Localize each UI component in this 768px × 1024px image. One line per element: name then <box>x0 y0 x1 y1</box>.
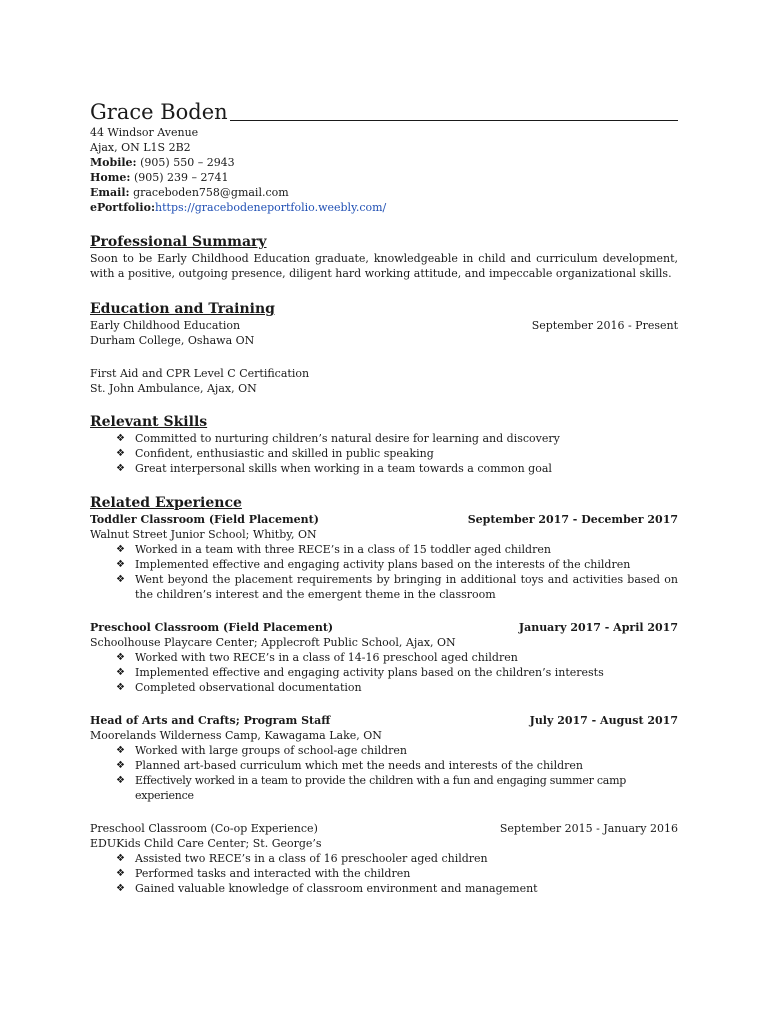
diamond-bullet-icon: ❖ <box>116 559 125 570</box>
mobile-line <box>90 155 678 170</box>
education-program: First Aid and CPR Level C Certification <box>90 367 310 380</box>
address-line-1: 44 Windsor Avenue <box>90 126 199 139</box>
education-date: September 2016 - Present <box>531 319 678 332</box>
education-entry <box>90 366 678 396</box>
diamond-bullet-icon: ❖ <box>116 682 125 693</box>
mobile-label: Mobile: <box>90 156 137 169</box>
name-underline <box>230 120 678 121</box>
list-item: ❖ Worked in a team with three RECE’s in a class of 15 toddler aged children <box>116 543 551 556</box>
job-date: July 2017 - August 2017 <box>529 714 678 727</box>
diamond-bullet-icon: ❖ <box>116 775 125 786</box>
education-section <box>90 301 678 396</box>
summary-text: Soon to be Early Childhood Education graduate, knowledgeable in child and curriculum development, with a positive, outgoing presence, diligent hard working attitude, and impeccable organizational skills. <box>90 252 678 280</box>
job-bullets <box>90 743 678 803</box>
resume-page <box>90 96 678 896</box>
address-line-2: Ajax, ON L1S 2B2 <box>90 141 191 154</box>
summary-section <box>90 234 678 281</box>
job-bullets <box>90 542 678 602</box>
diamond-bullet-icon: ❖ <box>116 448 125 459</box>
job-role: Preschool Classroom (Co-op Experience) <box>90 822 318 835</box>
diamond-bullet-icon: ❖ <box>116 463 125 474</box>
skills-list <box>90 431 678 476</box>
list-item: ❖ Gained valuable knowledge of classroom environment and management <box>116 882 538 895</box>
job-date: September 2015 - January 2016 <box>499 822 678 835</box>
diamond-bullet-icon: ❖ <box>116 868 125 879</box>
education-entry <box>90 318 678 348</box>
email-label: Email: <box>90 186 130 199</box>
portfolio-link[interactable]: https://gracebodeneportfolio.weebly.com/ <box>155 201 387 214</box>
job-bullets <box>90 650 678 695</box>
diamond-bullet-icon: ❖ <box>116 667 125 678</box>
diamond-bullet-icon: ❖ <box>116 574 125 585</box>
education-institution: St. John Ambulance, Ajax, ON <box>90 382 257 395</box>
contact-block <box>90 125 678 215</box>
list-item: ❖ Confident, enthusiastic and skilled in public speaking <box>116 447 434 460</box>
home-value: (905) 239 – 2741 <box>133 171 229 184</box>
list-item: ❖ Effectively worked in a team to provide the children with a fun and engaging summer camp experience <box>116 774 627 802</box>
diamond-bullet-icon: ❖ <box>116 745 125 756</box>
list-item: ❖ Planned art-based curriculum which met the needs and interests of the children <box>116 759 583 772</box>
job-entry <box>90 821 678 896</box>
job-entry <box>90 512 678 602</box>
list-item: ❖ Completed observational documentation <box>116 681 362 694</box>
diamond-bullet-icon: ❖ <box>116 853 125 864</box>
home-line <box>90 170 678 185</box>
portfolio-line <box>90 200 678 215</box>
skills-section <box>90 414 678 476</box>
list-item: ❖ Implemented effective and engaging activity plans based on the interests of the children <box>116 558 631 571</box>
job-place: Moorelands Wilderness Camp, Kawagama Lake, ON <box>90 729 382 742</box>
list-item: ❖ Assisted two RECE’s in a class of 16 preschooler aged children <box>116 852 488 865</box>
job-date: January 2017 - April 2017 <box>518 621 678 634</box>
list-item: ❖ Implemented effective and engaging activity plans based on the children’s interests <box>116 666 604 679</box>
email-value: graceboden758@gmail.com <box>133 186 289 199</box>
diamond-bullet-icon: ❖ <box>116 433 125 444</box>
education-title: Education and Training <box>90 301 275 317</box>
home-label: Home: <box>90 171 131 184</box>
job-role: Preschool Classroom (Field Placement) <box>90 621 334 634</box>
skills-title: Relevant Skills <box>90 414 208 430</box>
list-item: ❖ Went beyond the placement requirements by bringing in additional toys and activities based on the children’s interest and the emergent theme in the classroom <box>116 573 678 601</box>
experience-section <box>90 495 678 896</box>
list-item: ❖ Committed to nurturing children’s natural desire for learning and discovery <box>116 432 560 445</box>
list-item: ❖ Performed tasks and interacted with the children <box>116 867 411 880</box>
diamond-bullet-icon: ❖ <box>116 883 125 894</box>
diamond-bullet-icon: ❖ <box>116 544 125 555</box>
mobile-value: (905) 550 – 2943 <box>140 156 235 169</box>
name-header <box>90 96 678 124</box>
education-institution: Durham College, Oshawa ON <box>90 334 255 347</box>
diamond-bullet-icon: ❖ <box>116 652 125 663</box>
candidate-name: Grace Boden <box>90 100 228 124</box>
job-entry <box>90 620 678 695</box>
job-place: Walnut Street Junior School; Whitby, ON <box>90 528 317 541</box>
job-place: EDUKids Child Care Center; St. George’s <box>90 837 322 850</box>
email-line <box>90 185 678 200</box>
job-place: Schoolhouse Playcare Center; Applecroft Public School, Ajax, ON <box>90 636 456 649</box>
experience-title: Related Experience <box>90 495 242 511</box>
list-item: ❖ Worked with two RECE’s in a class of 14-16 preschool aged children <box>116 651 518 664</box>
job-date: September 2017 - December 2017 <box>467 513 678 526</box>
job-entry <box>90 713 678 803</box>
job-role: Toddler Classroom (Field Placement) <box>90 513 319 526</box>
list-item: ❖ Great interpersonal skills when working in a team towards a common goal <box>116 462 552 475</box>
portfolio-label: ePortfolio: <box>90 201 156 214</box>
diamond-bullet-icon: ❖ <box>116 760 125 771</box>
education-program: Early Childhood Education <box>90 319 241 332</box>
job-bullets <box>90 851 678 896</box>
list-item: ❖ Worked with large groups of school-age children <box>116 744 408 757</box>
summary-title: Professional Summary <box>90 234 267 250</box>
job-role: Head of Arts and Crafts; Program Staff <box>90 714 331 727</box>
